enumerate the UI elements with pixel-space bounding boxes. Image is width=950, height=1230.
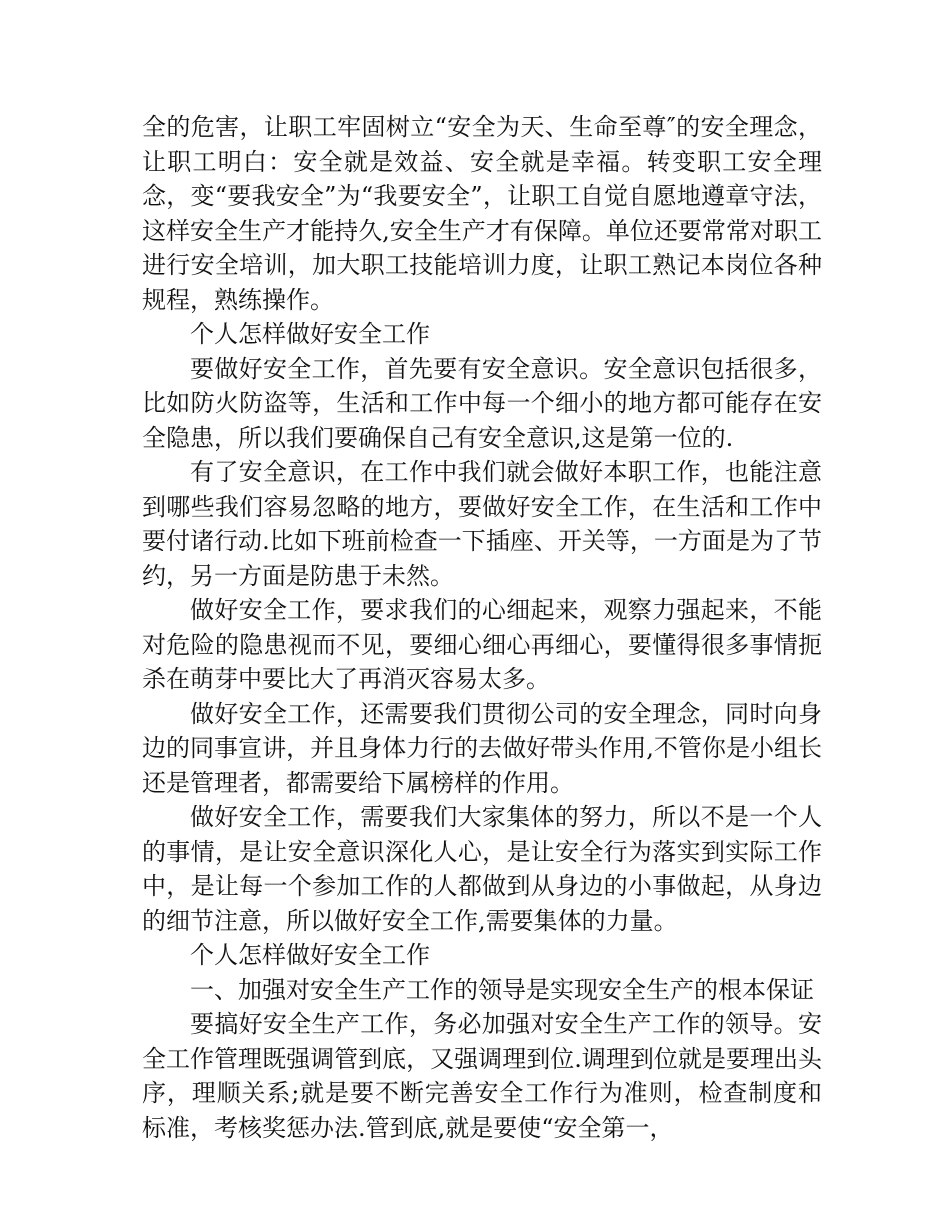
document-page [142, 110, 822, 1145]
paragraph: 要搞好安全生产工作，务必加强对安全生产工作的领导。安全工作管理既强调管到底，又强调理到位.调理到位就是要理出头序，理顺关系;就是要不断完善安全工作行为准则，检查制度和标准，考核奖惩办法.管到底,就是要使“安全第一， [142, 1010, 822, 1142]
paragraph: 做好安全工作，需要我们大家集体的努力，所以不是一个人的事情，是让安全意识深化人心，是让安全行为落实到实际工作中，是让每一个参加工作的人都做到从身边的小事做起，从身边的细节注意，所以做好安全工作,需要集体的力量。 [142, 803, 822, 935]
subsection-heading: 一、加强对安全生产工作的领导是实现安全生产的根本保证 [190, 975, 814, 1004]
paragraph: 做好安全工作，还需要我们贯彻公司的安全理念，同时向身边的同事宣讲，并且身体力行的去做好带头作用,不管你是小组长还是管理者，都需要给下属榜样的作用。 [142, 699, 822, 797]
paragraph: 有了安全意识，在工作中我们就会做好本职工作，也能注意到哪些我们容易忽略的地方，要做好安全工作，在生活和工作中要付诸行动.比如下班前检查一下插座、开关等，一方面是为了节约，另一方面是防患于未然。 [142, 458, 822, 590]
section-heading: 个人怎样做好安全工作 [190, 320, 430, 348]
paragraph: 做好安全工作，要求我们的心细起来，观察力强起来，不能对危险的隐患视而不见，要细心细心再细心，要懂得很多事情扼杀在萌芽中要比大了再消灭容易太多。 [142, 596, 822, 693]
paragraph: 要做好安全工作，首先要有安全意识。安全意识包括很多，比如防火防盗等，生活和工作中每一个细小的地方都可能存在安全隐患，所以我们要确保自己有安全意识,这是第一位的. [142, 354, 822, 452]
paragraph-continuation: 全的危害，让职工牢固树立“安全为天、生命至尊″的安全理念，让职工明白：安全就是效益、安全就是幸福。转变职工安全理念，变“要我安全”为“我要安全”，让职工自觉自愿地遵章守法，这样安全生产才能持久,安全生产才有保障。单位还要常常对职工进行安全培训，加大职工技能培训力度，让职工熟记本岗位各种规程，熟练操作。 [142, 113, 822, 314]
section-heading: 个人怎样做好安全工作 [190, 941, 430, 969]
